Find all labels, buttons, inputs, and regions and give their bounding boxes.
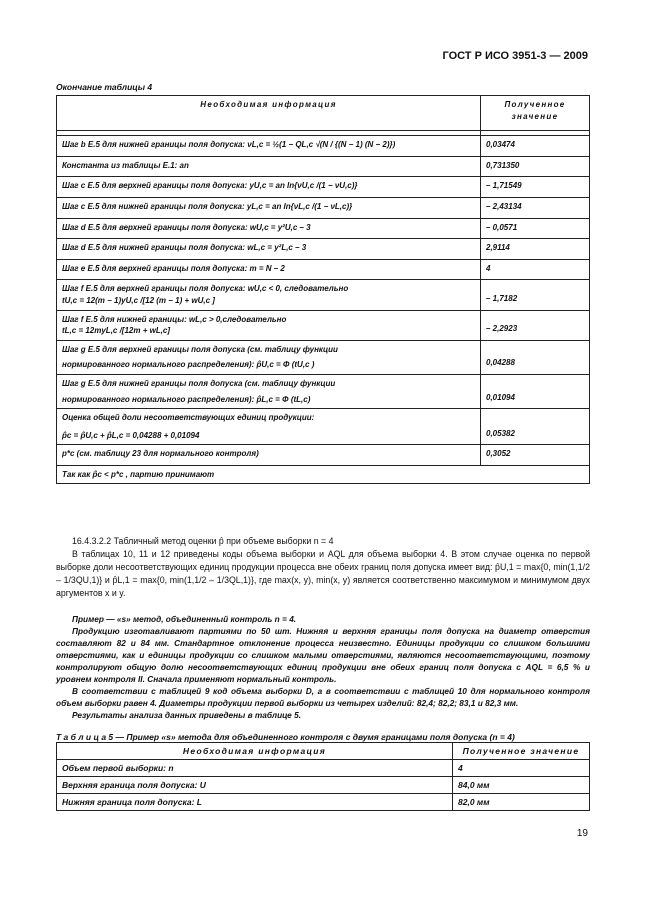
page-number: 19 — [576, 828, 588, 839]
example-title: Пример — «s» метод, объединенный контроль n = 4. — [72, 614, 297, 624]
table4-info-line: tU,c = 12(m − 1)yU,c /[12 (m − 1) + wU,c ] — [62, 295, 215, 305]
section-text — [56, 535, 590, 600]
table4-info: Константа из таблицы E.1: an — [57, 156, 481, 177]
table-row — [57, 280, 590, 310]
table4-value: – 1,71549 — [481, 177, 590, 198]
table-row — [57, 445, 590, 466]
table4-value: 0,05382 — [481, 409, 590, 445]
table4-info: Шаг e E.5 для верхней границы поля допуска: m = N – 2 — [57, 259, 481, 280]
table4-value: – 2,43134 — [481, 197, 590, 218]
table-row — [57, 794, 590, 811]
table5-value: 84,0 мм — [453, 777, 590, 794]
table4-header-row — [57, 96, 590, 131]
table5-header-row — [57, 743, 590, 760]
section-heading: 16.4.3.2.2 Табличный метод оценки p̂ при объеме выборки n = 4 — [72, 536, 334, 546]
table4-info-line: Шаг f E.5 для верхней границы поля допуска: wU,c < 0, следовательно — [62, 284, 349, 294]
table4-caption: Окончание таблицы 4 — [56, 82, 153, 92]
table4-value: 0,03474 — [481, 136, 590, 157]
table-row — [57, 156, 590, 177]
table-row — [57, 374, 590, 408]
table5-col-value: Полученное значение — [453, 743, 590, 760]
table4-info: Шаг b E.5 для нижней границы поля допуска: νL,c = ½(1 − QL,c √(N / {(N − 1) (N − 2)}) — [57, 136, 481, 157]
table4-info: Шаг d E.5 для нижней границы поля допуска: wL,c = y²L,c – 3 — [57, 239, 481, 260]
table-row — [57, 136, 590, 157]
table4-info-line: Шаг g E.5 для нижней границы поля допуска (см. таблицу функции — [62, 378, 336, 388]
table5-info: Объем первой выборки: n — [57, 760, 453, 777]
table4-info-line: нормированного нормального распределения): p̂U,c = Φ (tU,c ) — [62, 360, 315, 370]
example-block — [56, 613, 590, 721]
table4-info-line: p̂c = p̂U,c + p̂L,c = 0,04288 + 0,01094 — [62, 430, 200, 440]
example-paragraph: В соответствии с таблицей 9 код объема выборки D, а в соответствии с таблицей 10 для нормального контроля объем выборки равен 4. Диаметры продукции первой выборки из четырех изделий: 82,4; 82,2; 83,1 и 82,3 мм. — [56, 686, 590, 708]
table4-info-multiline — [57, 310, 481, 340]
table5 — [56, 742, 590, 811]
table4-info-line: Шаг g E.5 для верхней границы поля допуска (см. таблицу функции — [62, 344, 338, 354]
table-row — [57, 465, 590, 484]
table4-info: p*c (см. таблицу 23 для нормального контроля) — [57, 445, 481, 466]
table4 — [56, 95, 590, 484]
table4-value: – 1,7182 — [481, 280, 590, 310]
table5-col-info: Необходимая информация — [57, 743, 453, 760]
table-row — [57, 777, 590, 794]
table4-value: 0,731350 — [481, 156, 590, 177]
table4-value: 4 — [481, 259, 590, 280]
table5-caption: Т а б л и ц а 5 — Пример «s» метода для объединенного контроля с двумя границами поля допуска (n = 4) — [56, 732, 515, 742]
table4-info: Шаг c E.5 для верхней границы поля допуска: yU,c = an ln{νU,c /(1 − νU,c)} — [57, 177, 481, 198]
table-row — [57, 218, 590, 239]
example-paragraph: Результаты анализа данных приведены в таблице 5. — [72, 710, 302, 720]
example-paragraph: Продукцию изготавливают партиями по 50 шт. Нижняя и верхняя границы поля допуска на диаметр отверстия составляют 82 и 84 мм. Стандартное отклонение процесса неизвестно. Единицы продукции со слишком большими отверстиями, как и единицы продукции со слишком малыми отверстиями, являются несоответствующими, поэтому контролируют общую долю несоответствующих единиц продукции вне обеих границ поля допуска с AQL = 6,5 % и уровнем контроля II. Сначала применяют нормальный контроль. — [56, 626, 590, 684]
table4-value: 0,3052 — [481, 445, 590, 466]
table4-value: – 2,2923 — [481, 310, 590, 340]
table4-info-multiline — [57, 374, 481, 408]
table5-value: 4 — [453, 760, 590, 777]
table4-info-line: нормированного нормального распределения): p̂L,c = Φ (tL,c) — [62, 394, 311, 404]
table4-info-line: tL,c = 12myL,c /[12m + wL,c] — [62, 326, 171, 336]
table5-info: Нижняя граница поля допуска: L — [57, 794, 453, 811]
table4-info-line: Шаг f E.5 для нижней границы: wL,c > 0,следовательно — [62, 314, 287, 324]
document-header: ГОСТ Р ИСО 3951-3 — 2009 — [442, 50, 588, 62]
table4-conclusion: Так как p̂c < p*c , партию принимают — [57, 465, 590, 484]
table4-value: – 0,0571 — [481, 218, 590, 239]
table4-info-multiline — [57, 340, 481, 374]
table4-info-multiline — [57, 409, 481, 445]
table-row — [57, 259, 590, 280]
table4-value: 0,01094 — [481, 374, 590, 408]
section-paragraph: В таблицах 10, 11 и 12 приведены коды объема выборки и AQL для объема выборки 4. В этом случае оценка по первой выборке доли несоответствующих единиц продукции процесса вне обеих границ поля допуска имеет вид: p̂U,1 = max{0, min(1,1/2 – 1/3QU,1)} и p̂L,1 = max{0, min(1,1/2 – 1/3QL,1)}, где max(x, y), min(x, y) является соответственно максимумом и минимумом двух аргументов x и y. — [56, 549, 590, 598]
table5-value: 82,0 мм — [453, 794, 590, 811]
table-row — [57, 239, 590, 260]
table-row — [57, 197, 590, 218]
table5-info: Верхняя граница поля допуска: U — [57, 777, 453, 794]
table-row — [57, 177, 590, 198]
table-row — [57, 310, 590, 340]
table4-info-multiline — [57, 280, 481, 310]
table4-col-info: Необходимая информация — [57, 96, 481, 131]
table4-info: Шаг d E.5 для верхней границы поля допуска: wU,c = y²U,c – 3 — [57, 218, 481, 239]
table4-value: 2,9114 — [481, 239, 590, 260]
table4-info: Шаг c E.5 для нижней границы поля допуска: yL,c = an ln{νL,c /(1 − νL,c)} — [57, 197, 481, 218]
table-row — [57, 760, 590, 777]
table4-col-value: Полученное значение — [481, 96, 590, 131]
table4-info-line: Оценка общей доли несоответствующих единиц продукции: — [62, 413, 315, 423]
table-row — [57, 409, 590, 445]
table-row — [57, 340, 590, 374]
table4-value: 0,04288 — [481, 340, 590, 374]
